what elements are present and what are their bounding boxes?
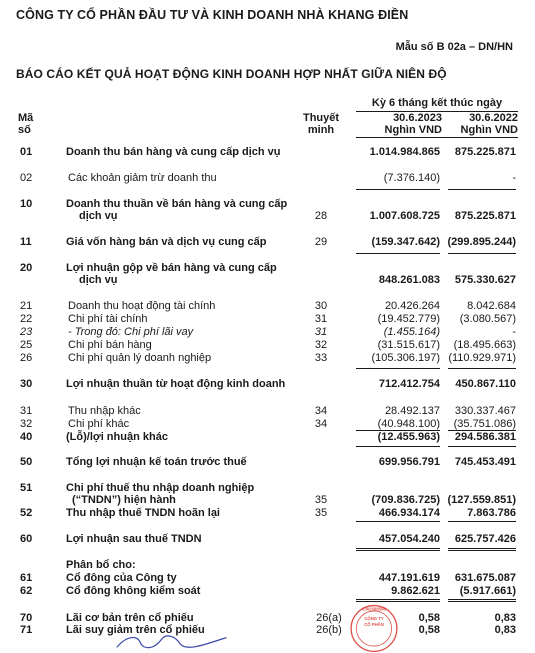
subtotal-rule [356,446,440,447]
row-note: 34 [314,405,328,417]
column-2023-date: 30.6.2023 [393,112,442,124]
row-code: 01 [20,146,33,158]
row-code: 21 [20,300,33,312]
row-label [66,198,287,222]
column-2023-unit: Nghìn VND [384,124,442,136]
column-2022-header [446,112,518,136]
period-header: Kỳ 6 tháng kết thúc ngày [371,97,503,109]
row-code: 51 [20,482,33,494]
total-rule [448,548,516,549]
row-label: Doanh thu bán hàng và cung cấp dịch vụ [66,146,281,158]
row-code: 31 [20,405,33,417]
row-value-2023: (12.455.963) [377,431,440,443]
row-value-2022: (5.917.661) [459,585,516,597]
row-note: 32 [314,339,328,351]
row-code: 40 [20,431,33,443]
company-name: CÔNG TY CỔ PHẦN ĐẦU TƯ VÀ KINH DOANH NHÀ KHANG ĐIỀN [16,8,409,22]
total-rule [356,550,440,551]
row-value-2022: - [512,326,516,338]
row-label: Cổ đông không kiểm soát [66,585,201,597]
row-value-2022: (3.080.567) [459,313,516,325]
row-label: Các khoản giảm trừ doanh thu [68,172,217,184]
row-code: 60 [20,533,33,545]
row-label: Doanh thu hoạt động tài chính [68,300,216,312]
total-rule [448,599,516,600]
row-note: 30 [314,300,328,312]
subtotal-rule [356,253,440,254]
row-value-2022: (35.751.086) [453,418,516,430]
row-note: 26(b) [316,624,342,636]
total-rule [356,548,440,549]
row-code: 10 [20,198,33,210]
row-value-2023: (40.948.100) [377,418,440,430]
row-code: 26 [20,352,33,364]
row-label-line-2: dịch vụ [79,210,118,222]
row-note: 29 [314,236,328,248]
row-label: Lãi suy giảm trên cổ phiếu [66,624,205,636]
row-value-2023: 1.007.608.725 [369,210,440,222]
signature-icon [90,630,270,653]
note-header-line-2: minh [307,124,335,136]
subtotal-rule [356,521,440,522]
row-code: 32 [20,418,33,430]
total-rule [448,601,516,602]
row-value-2022: 0,83 [494,612,516,624]
row-value-2022: (127.559.851) [447,494,516,506]
row-label: (Lỗ)/lợi nhuận khác [66,431,168,443]
row-value-2022: 875.225.871 [454,210,516,222]
row-note: 26(a) [316,612,342,624]
column-2022-date: 30.6.2022 [469,112,518,124]
row-label: Phân bổ cho: [66,559,136,571]
row-value-2023: 0,58 [418,624,440,636]
row-value-2022: (299.895.244) [447,236,516,248]
row-value-2022: 8.042.684 [467,300,516,312]
row-code: 02 [20,172,33,184]
subtotal-rule [448,368,516,369]
row-code: 30 [20,378,33,390]
row-value-2023: (31.515.617) [377,339,440,351]
row-value-2023: (7.376.140) [383,172,440,184]
row-note: 31 [314,313,328,325]
column-2022-unit: Nghìn VND [460,124,518,136]
row-label: - Trong đó: Chi phí lãi vay [68,326,194,338]
note-header-line-1: Thuyết [302,112,340,124]
row-value-2022: 631.675.087 [454,572,516,584]
subtotal-rule [448,446,516,447]
row-label: Lãi cơ bản trên cổ phiếu [66,612,194,624]
row-note: 35 [314,507,328,519]
row-value-2022: 575.330.627 [454,274,516,286]
row-label-line-1: Lợi nhuận gộp về bán hàng và cung cấp [66,262,277,274]
row-note: 33 [314,352,328,364]
seal-line-2: CỔ PHẦN [364,621,384,627]
note-column-header [296,112,346,136]
row-label: Giá vốn hàng bán và dịch vụ cung cấp [66,236,267,248]
subtotal-rule [448,521,516,522]
form-number: Mẫu số B 02a – DN/HN [395,41,513,53]
row-value-2023: 447.191.619 [378,572,440,584]
row-value-2023: 457.054.240 [378,533,440,545]
row-value-2023: (19.452.779) [377,313,440,325]
row-value-2022: (110.929.971) [448,352,516,364]
total-rule [448,550,516,551]
subtotal-rule [356,189,440,190]
row-code: 62 [20,585,33,597]
row-label: Cổ đông của Công ty [66,572,177,584]
row-value-2022: 0,83 [494,624,516,636]
header-rule [356,137,518,138]
row-code: 23 [20,326,33,338]
row-code: 20 [20,262,33,274]
row-value-2022: 875.225.871 [454,146,516,158]
row-value-2023: 28.492.137 [384,405,440,417]
row-label [66,482,254,506]
row-code: 22 [20,313,33,325]
report-title: BÁO CÁO KẾT QUẢ HOẠT ĐỘNG KINH DOANH HỢP NHẤT GIỮA NIÊN ĐỘ [16,67,447,81]
seal-line-1: CÔNG TY [364,615,384,621]
row-value-2023: 699.956.791 [378,456,440,468]
row-value-2022: 625.757.426 [454,533,516,545]
code-column-header [18,112,33,136]
row-value-2023: 0,58 [418,612,440,624]
row-code: 70 [20,612,33,624]
row-value-2023: 848.261.083 [378,274,440,286]
row-note: 35 [314,494,328,506]
row-label-line-2: dịch vụ [79,274,118,286]
code-header-line-2: số [18,124,31,136]
row-note: 31 [314,326,328,338]
row-code: 61 [20,572,33,584]
subtotal-rule [448,189,516,190]
row-label-line-1: Chi phí thuế thu nhập doanh nghiệp [66,482,255,494]
row-label: Chi phí bán hàng [68,339,152,351]
row-label-line-2: (“TNDN”) hiện hành [72,494,176,506]
column-2023-header [356,112,442,136]
row-value-2022: (18.495.663) [453,339,516,351]
row-note: 28 [314,210,328,222]
row-value-2023: 1.014.984.865 [369,146,440,158]
subtotal-rule [356,368,440,369]
seal-number: 0302588596 [362,606,386,612]
row-code: 52 [20,507,33,519]
row-value-2022: 294.586.381 [454,431,516,443]
row-value-2023: (709.836.725) [371,494,440,506]
row-value-2022: 7.863.786 [467,507,516,519]
row-value-2022: 745.453.491 [454,456,516,468]
row-label: Lợi nhuận thuần từ hoạt động kinh doanh [66,378,286,390]
subtotal-rule [448,253,516,254]
row-value-2023: (159.347.642) [371,236,440,248]
row-label-line-1: Doanh thu thuần về bán hàng và cung cấp [66,198,288,210]
row-code: 25 [20,339,33,351]
row-note: 34 [314,418,328,430]
row-value-2023: 712.412.754 [378,378,440,390]
row-label: Chi phí tài chính [68,313,148,325]
row-label: Chi phí khác [68,418,130,430]
row-code: 71 [20,624,33,636]
row-label: Tổng lợi nhuận kế toán trước thuế [66,456,247,468]
row-value-2022: - [512,172,516,184]
row-value-2022: 330.337.467 [454,405,516,417]
total-rule [356,599,440,600]
row-value-2022: 450.867.110 [455,378,516,390]
row-value-2023: (105.306.197) [371,352,440,364]
row-value-2023: 9.862.621 [391,585,440,597]
row-label: Lợi nhuận sau thuế TNDN [66,533,202,545]
row-code: 11 [20,236,32,248]
row-label: Thu nhập thuế TNDN hoãn lại [66,507,220,519]
company-seal-icon [328,604,420,653]
row-value-2023: 20.426.264 [384,300,440,312]
row-code: 50 [20,456,33,468]
row-label [66,262,277,286]
row-value-2023: (1.455.164) [383,326,440,338]
total-rule [356,601,440,602]
code-header-line-1: Mã [18,112,34,124]
row-value-2023: 466.934.174 [378,507,440,519]
row-label: Chi phí quản lý doanh nghiệp [68,352,212,364]
row-label: Thu nhập khác [68,405,141,417]
